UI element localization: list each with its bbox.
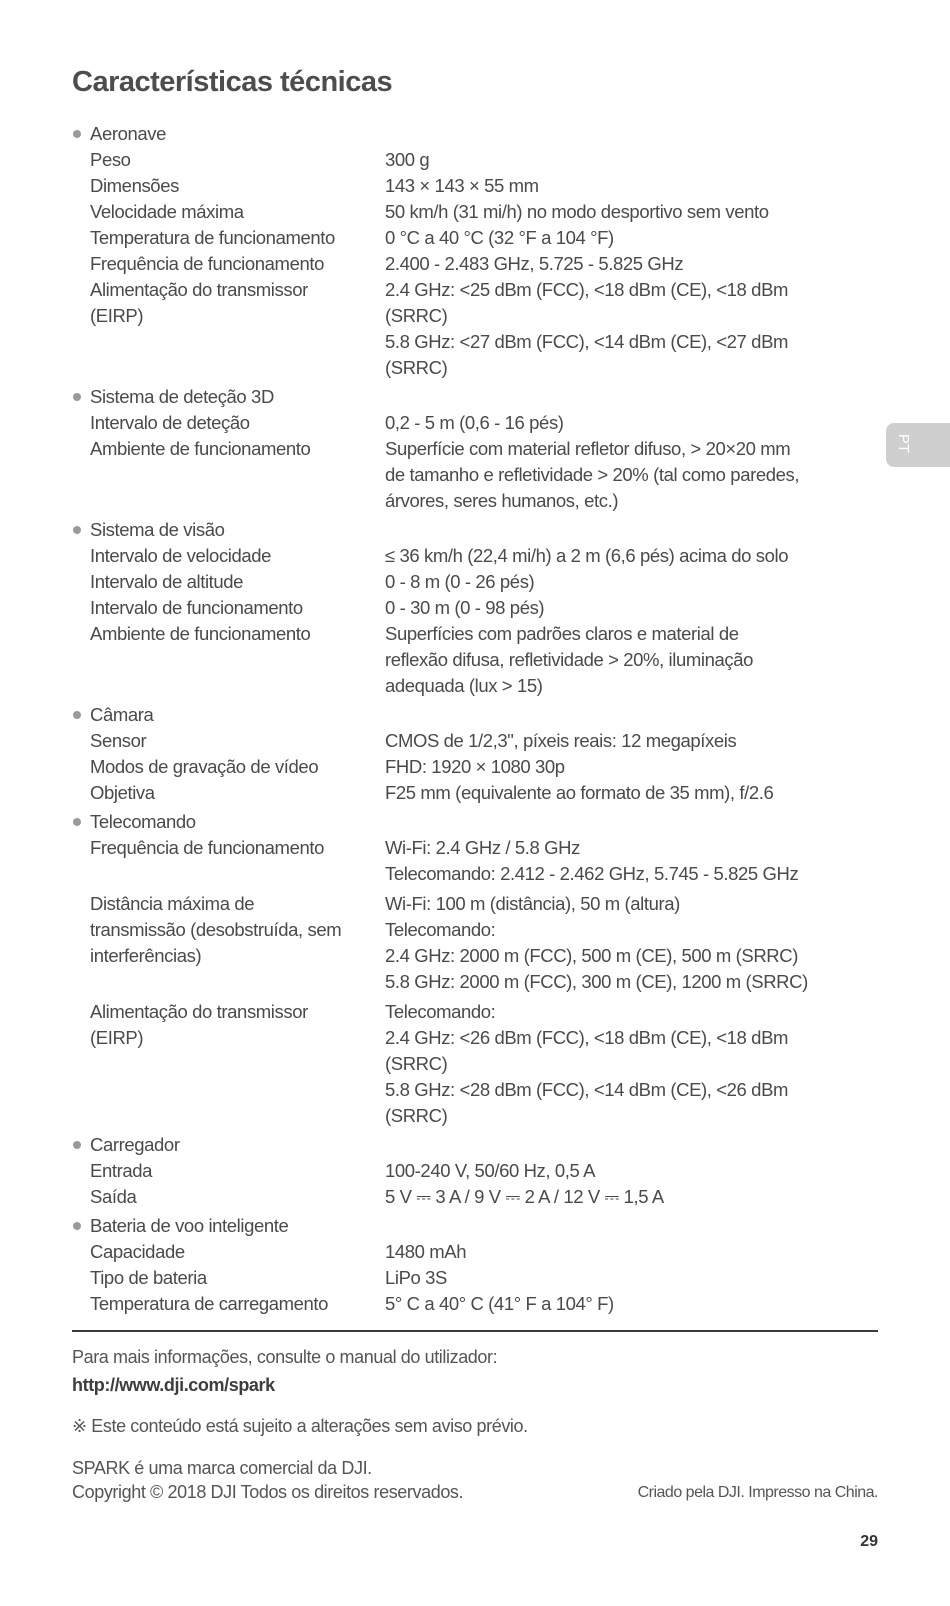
- spec-label-line: Tipo de bateria: [90, 1267, 207, 1288]
- spec-label-line: Intervalo de funcionamento: [90, 597, 303, 618]
- copyright-text: Copyright © 2018 DJI Todos os direitos reservados.: [72, 1482, 464, 1502]
- spec-value: [385, 1184, 872, 1210]
- spec-row: [72, 621, 872, 699]
- spec-value: [385, 1239, 872, 1265]
- manual-link[interactable]: http://www.dji.com/spark: [72, 1375, 275, 1395]
- spec-label-line: Alimentação do transmissor: [90, 1001, 308, 1022]
- section-heading: [72, 1213, 872, 1239]
- spec-label-line: Temperatura de funcionamento: [90, 227, 335, 248]
- spec-value-line: 1480 mAh: [385, 1241, 467, 1262]
- page-number: 29: [860, 1533, 878, 1550]
- spec-label-line: Intervalo de altitude: [90, 571, 244, 592]
- spec-label-line: interferências): [90, 945, 202, 966]
- spec-label: [90, 780, 385, 806]
- spec-label: [90, 1239, 385, 1265]
- spec-value: [385, 147, 872, 173]
- spec-row: [72, 1265, 872, 1291]
- spec-row: [72, 436, 872, 514]
- spec-label: [90, 225, 385, 251]
- spec-value-line: CMOS de 1/2,3", píxeis reais: 12 megapíxeis: [385, 730, 737, 751]
- spec-value: [385, 999, 872, 1129]
- spec-row: [72, 147, 872, 173]
- trademark-text: SPARK é uma marca comercial da DJI.: [72, 1458, 372, 1478]
- spec-value-line: (SRRC): [385, 1053, 448, 1074]
- spec-label: [90, 569, 385, 595]
- spec-value-line: Telecomando: 2.412 - 2.462 GHz, 5.745 - 5.825 GHz: [385, 863, 799, 884]
- spec-value: [385, 410, 872, 436]
- spec-label-line: (EIRP): [90, 1027, 144, 1048]
- section-heading: [72, 702, 872, 728]
- spec-value: [385, 754, 872, 780]
- spec-label-line: Intervalo de velocidade: [90, 545, 272, 566]
- section-heading-label: Sistema de visão: [90, 519, 225, 540]
- bullet-icon: [73, 1222, 81, 1230]
- made-by-text: Criado pela DJI. Impresso na China.: [637, 1484, 878, 1501]
- spec-value-line: ≤ 36 km/h (22,4 mi/h) a 2 m (6,6 pés) acima do solo: [385, 545, 789, 566]
- spec-value-line: 0 - 8 m (0 - 26 pés): [385, 571, 535, 592]
- spec-value-line: 2.4 GHz: <26 dBm (FCC), <18 dBm (CE), <18 dBm: [385, 1027, 789, 1048]
- spec-row: [72, 780, 872, 806]
- spec-row: [72, 1158, 872, 1184]
- spec-value-line: árvores, seres humanos, etc.): [385, 490, 619, 511]
- spec-value-line: Wi-Fi: 2.4 GHz / 5.8 GHz: [385, 837, 580, 858]
- spec-label-line: (EIRP): [90, 305, 144, 326]
- spec-label-line: Modos de gravação de vídeo: [90, 756, 319, 777]
- spec-row: [72, 835, 872, 887]
- spec-value-line: (SRRC): [385, 305, 448, 326]
- spec-value: [385, 436, 872, 514]
- spec-label: [90, 251, 385, 277]
- spec-label: [90, 621, 385, 699]
- spec-row: [72, 251, 872, 277]
- spec-value-line: 50 km/h (31 mi/h) no modo desportivo sem vento: [385, 201, 769, 222]
- spec-label-line: Objetiva: [90, 782, 155, 803]
- spec-label: [90, 1184, 385, 1210]
- spec-value-line: 100-240 V, 50/60 Hz, 0,5 A: [385, 1160, 596, 1181]
- spec-value-line: 5.8 GHz: 2000 m (FCC), 300 m (CE), 1200 m (SRRC): [385, 971, 808, 992]
- spec-value: [385, 277, 872, 381]
- spec-value-line: 5.8 GHz: <28 dBm (FCC), <14 dBm (CE), <26 dBm: [385, 1079, 789, 1100]
- bullet-icon: [73, 1141, 81, 1149]
- section-heading-label: Telecomando: [90, 811, 196, 832]
- bullet-icon: [73, 130, 81, 138]
- notice-text: ※ Este conteúdo está sujeito a alterações sem aviso prévio.: [72, 1416, 528, 1436]
- spec-label-line: Ambiente de funcionamento: [90, 438, 311, 459]
- spec-label: [90, 835, 385, 887]
- spec-value-line: 143 × 143 × 55 mm: [385, 175, 539, 196]
- spec-label-line: Sensor: [90, 730, 147, 751]
- spec-row: [72, 173, 872, 199]
- spec-value: [385, 251, 872, 277]
- spec-value: [385, 595, 872, 621]
- spec-row: [72, 543, 872, 569]
- spec-label: [90, 595, 385, 621]
- spec-value-line: 0,2 - 5 m (0,6 - 16 pés): [385, 412, 564, 433]
- spec-value: [385, 173, 872, 199]
- spec-row: [72, 277, 872, 381]
- spec-label: [90, 436, 385, 514]
- spec-value-line: Superfície com material refletor difuso, > 20×20 mm: [385, 438, 791, 459]
- spec-value-line: Telecomando:: [385, 919, 496, 940]
- footer-divider: [72, 1330, 878, 1332]
- spec-label-line: Frequência de funcionamento: [90, 837, 324, 858]
- spec-label: [90, 199, 385, 225]
- spec-row: [72, 754, 872, 780]
- spec-value-line: (SRRC): [385, 357, 448, 378]
- section-heading: [72, 517, 872, 543]
- spec-label-line: Dimensões: [90, 175, 179, 196]
- section-heading-label: Bateria de voo inteligente: [90, 1215, 289, 1236]
- spec-value-line: FHD: 1920 × 1080 30p: [385, 756, 565, 777]
- spec-value: [385, 569, 872, 595]
- spec-label: [90, 999, 385, 1129]
- spec-value-line: reflexão difusa, refletividade > 20%, iluminação: [385, 649, 753, 670]
- spec-label-line: transmissão (desobstruída, sem: [90, 919, 342, 940]
- spec-label-line: Peso: [90, 149, 131, 170]
- spec-value: [385, 543, 872, 569]
- section-heading-label: Aeronave: [90, 123, 166, 144]
- spec-row: [72, 595, 872, 621]
- spec-label-line: Intervalo de deteção: [90, 412, 250, 433]
- spec-label-line: Temperatura de carregamento: [90, 1293, 329, 1314]
- spec-label-line: Distância máxima de: [90, 893, 255, 914]
- spec-label-line: Ambiente de funcionamento: [90, 623, 311, 644]
- spec-value: [385, 835, 872, 887]
- spec-label: [90, 277, 385, 381]
- spec-value-line: Superfícies com padrões claros e material de: [385, 623, 739, 644]
- specifications-list: [72, 121, 872, 1317]
- section-heading: [72, 1132, 872, 1158]
- spec-row: [72, 569, 872, 595]
- spec-label: [90, 1158, 385, 1184]
- spec-value-line: Telecomando:: [385, 1001, 496, 1022]
- spec-row: [72, 728, 872, 754]
- spec-row: [72, 1184, 872, 1210]
- spec-value-line: LiPo 3S: [385, 1267, 447, 1288]
- section-heading: [72, 384, 872, 410]
- spec-label-line: Entrada: [90, 1160, 152, 1181]
- spec-value: [385, 780, 872, 806]
- spec-label-line: Alimentação do transmissor: [90, 279, 308, 300]
- bullet-icon: [73, 711, 81, 719]
- section-heading: [72, 121, 872, 147]
- spec-row: [72, 891, 872, 995]
- spec-label-line: Velocidade máxima: [90, 201, 244, 222]
- spec-label: [90, 728, 385, 754]
- spec-value: [385, 621, 872, 699]
- spec-row: [72, 199, 872, 225]
- section-heading-label: Câmara: [90, 704, 154, 725]
- spec-row: [72, 1291, 872, 1317]
- spec-row: [72, 1239, 872, 1265]
- spec-value: [385, 199, 872, 225]
- spec-value-line: de tamanho e refletividade > 20% (tal como paredes,: [385, 464, 800, 485]
- spec-label: [90, 754, 385, 780]
- bullet-icon: [73, 818, 81, 826]
- spec-value: [385, 225, 872, 251]
- spec-row: [72, 410, 872, 436]
- spec-row: [72, 225, 872, 251]
- section-heading-label: Sistema de deteção 3D: [90, 386, 274, 407]
- spec-label: [90, 173, 385, 199]
- spec-value-line: 5.8 GHz: <27 dBm (FCC), <14 dBm (CE), <27 dBm: [385, 331, 789, 352]
- spec-value-line: adequada (lux > 15): [385, 675, 543, 696]
- spec-value: [385, 891, 872, 995]
- spec-label: [90, 1265, 385, 1291]
- more-info-text: Para mais informações, consulte o manual do utilizador:: [72, 1347, 498, 1367]
- spec-label-line: Saída: [90, 1186, 137, 1207]
- spec-label: [90, 891, 385, 995]
- section-heading-label: Carregador: [90, 1134, 180, 1155]
- spec-value: [385, 728, 872, 754]
- bullet-icon: [73, 393, 81, 401]
- spec-value-line: Wi-Fi: 100 m (distância), 50 m (altura): [385, 893, 680, 914]
- spec-label: [90, 410, 385, 436]
- section-heading: [72, 809, 872, 835]
- spec-value-line: 300 g: [385, 149, 430, 170]
- spec-label-line: Frequência de funcionamento: [90, 253, 324, 274]
- spec-value-line: 5° C a 40° C (41° F a 104° F): [385, 1293, 614, 1314]
- spec-value-line: 5 V ⎓ 3 A / 9 V ⎓ 2 A / 12 V ⎓ 1,5 A: [385, 1186, 664, 1207]
- spec-value: [385, 1158, 872, 1184]
- spec-value-line: F25 mm (equivalente ao formato de 35 mm), f/2.6: [385, 782, 774, 803]
- spec-label-line: Capacidade: [90, 1241, 185, 1262]
- bullet-icon: [73, 526, 81, 534]
- spec-label: [90, 543, 385, 569]
- spec-value: [385, 1265, 872, 1291]
- page-title: Características técnicas: [72, 66, 393, 98]
- language-tab-label: PT: [895, 433, 913, 454]
- spec-value-line: (SRRC): [385, 1105, 448, 1126]
- spec-value: [385, 1291, 872, 1317]
- spec-value-line: 2.4 GHz: <25 dBm (FCC), <18 dBm (CE), <18 dBm: [385, 279, 789, 300]
- spec-value-line: 0 - 30 m (0 - 98 pés): [385, 597, 545, 618]
- spec-row: [72, 999, 872, 1129]
- spec-label: [90, 1291, 385, 1317]
- spec-value-line: 2.4 GHz: 2000 m (FCC), 500 m (CE), 500 m (SRRC): [385, 945, 798, 966]
- spec-value-line: 2.400 - 2.483 GHz, 5.725 - 5.825 GHz: [385, 253, 684, 274]
- language-tab: [886, 423, 950, 467]
- spec-label: [90, 147, 385, 173]
- spec-value-line: 0 °C a 40 °C (32 °F a 104 °F): [385, 227, 614, 248]
